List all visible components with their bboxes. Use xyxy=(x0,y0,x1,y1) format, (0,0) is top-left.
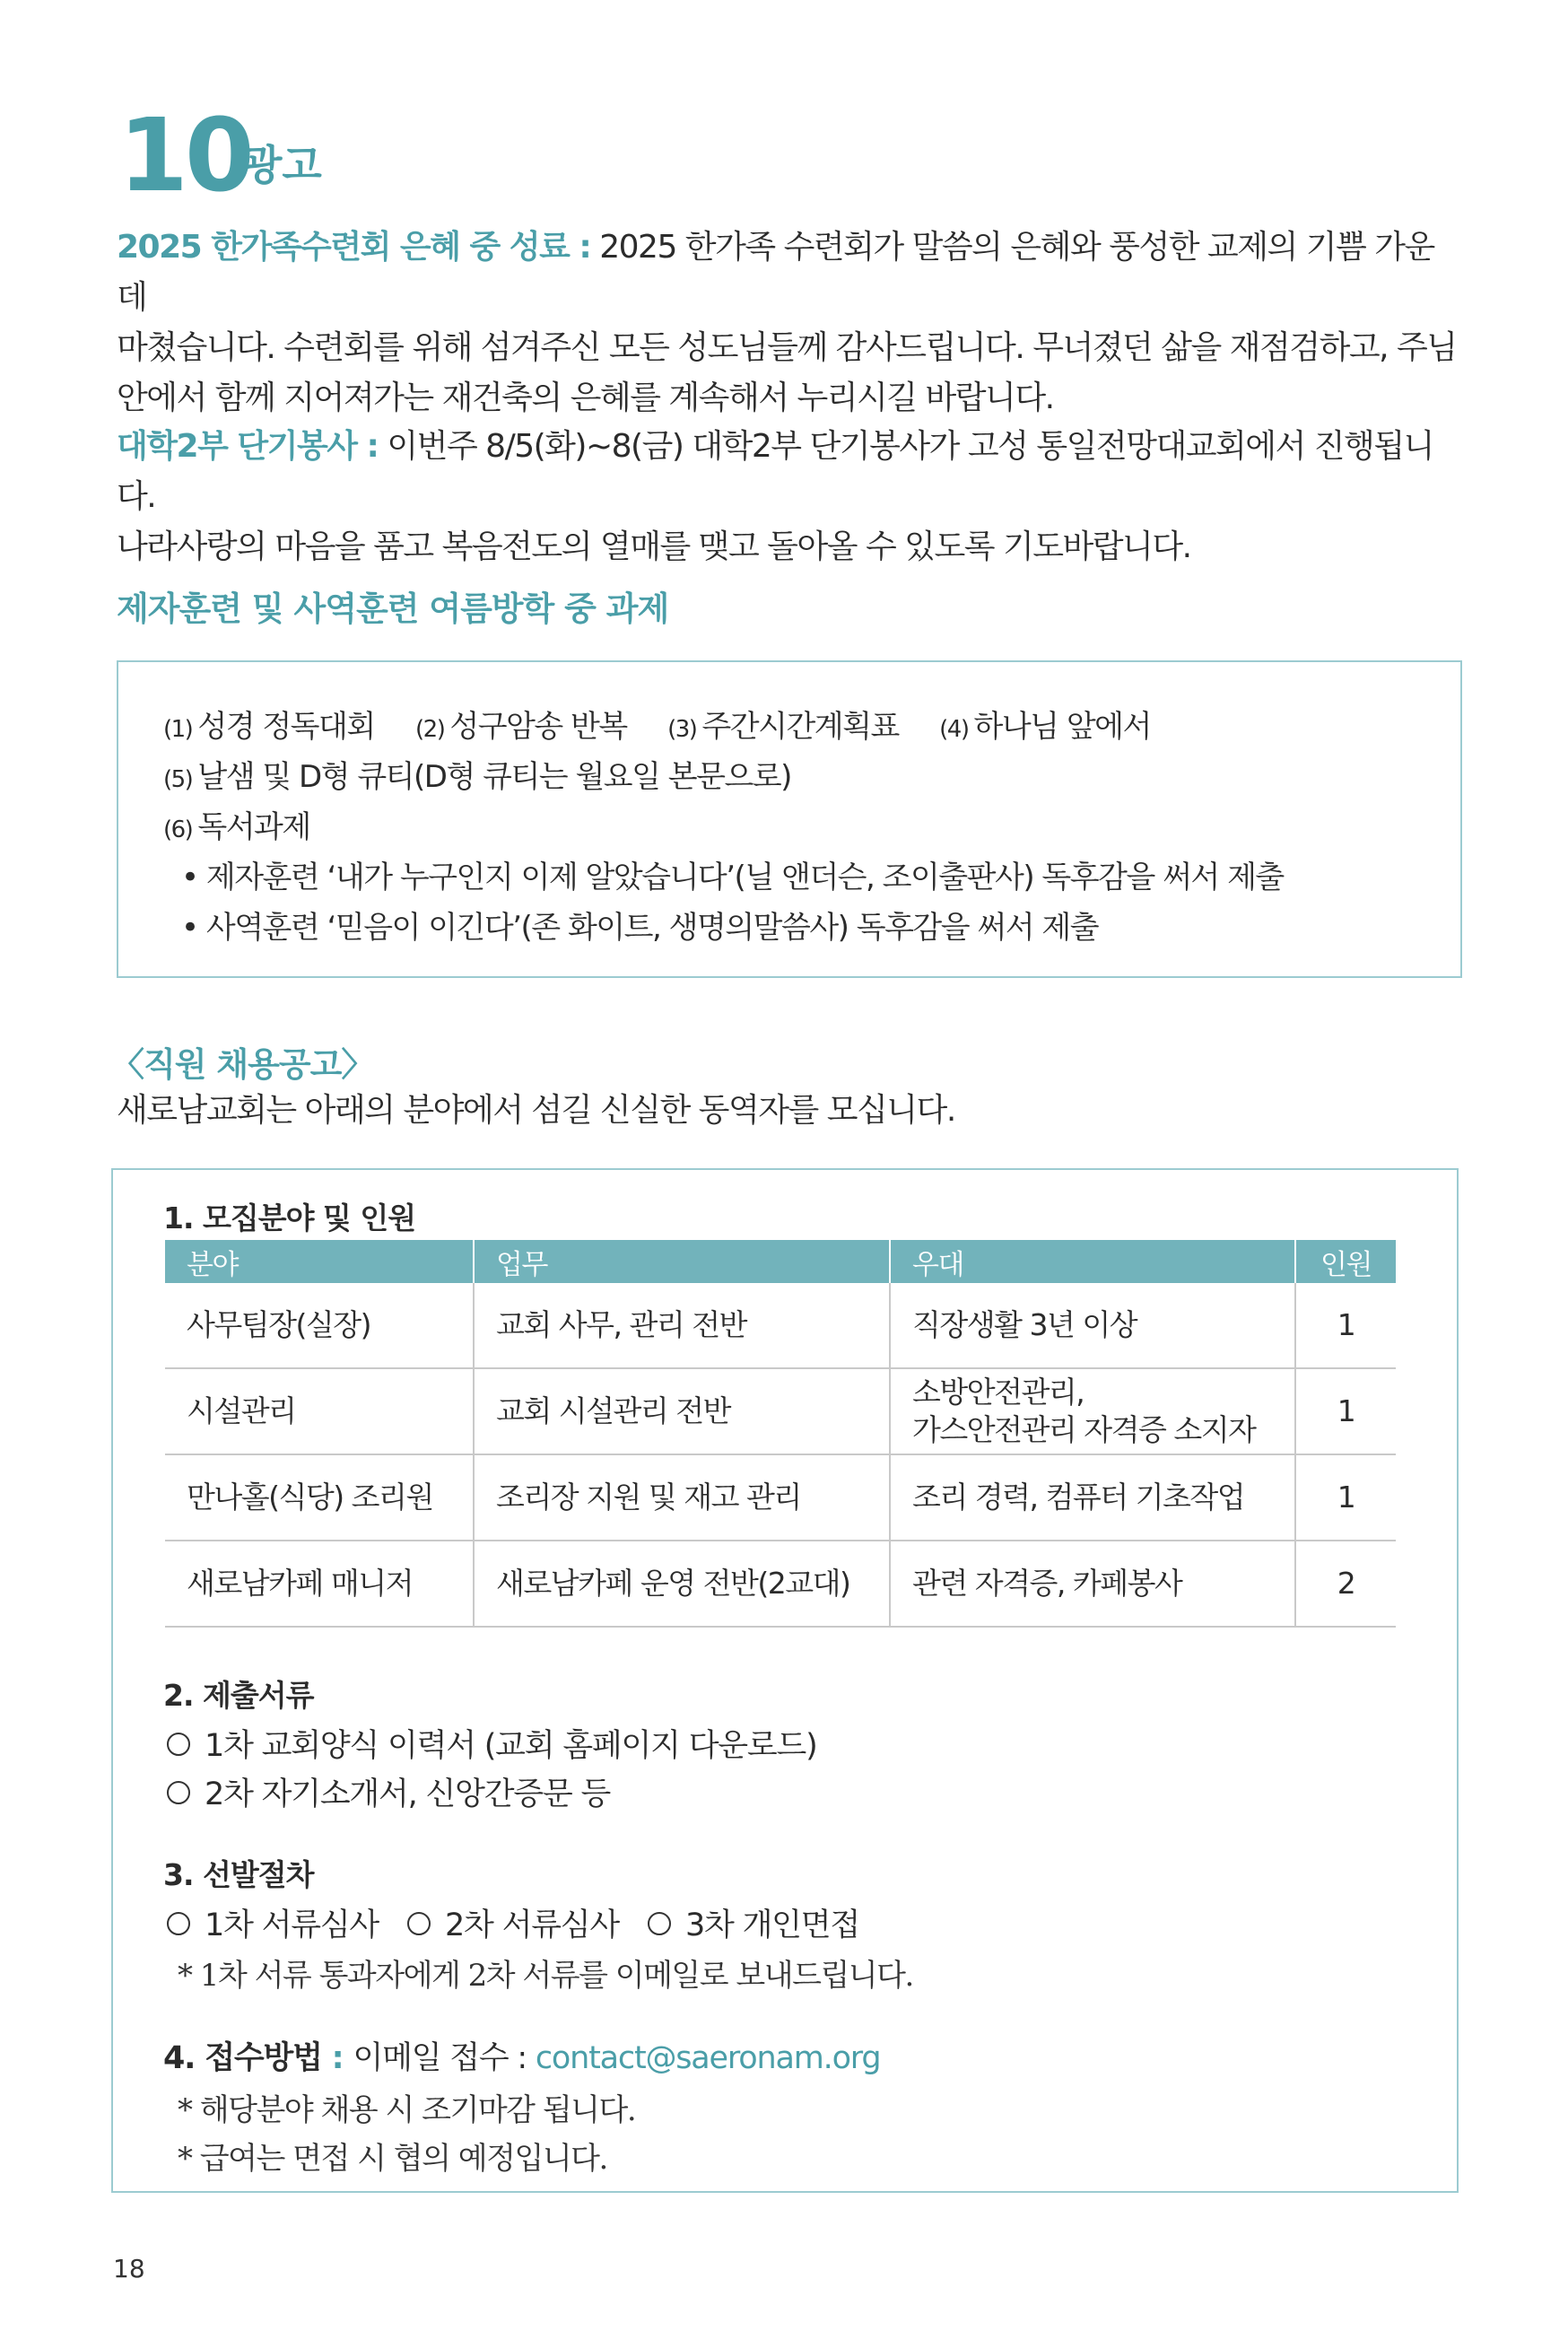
apply-row xyxy=(163,2033,880,2078)
steps-row xyxy=(167,1900,859,1945)
recruit-intro: 새로남교회는 아래의 분야에서 섬길 신실한 동역자를 모십니다. xyxy=(117,1092,955,1129)
table-cell: 교회 사무, 관리 전반 xyxy=(474,1283,890,1368)
table-cell: 관련 자격증, 카페봉사 xyxy=(890,1541,1295,1627)
table-cell: 시설관리 xyxy=(165,1368,474,1454)
notice-retreat xyxy=(117,223,1462,423)
notice-volunteer-line2: 나라사랑의 마음을 품고 복음전도의 열매를 맺고 돌아올 수 있도록 기도바랍니다. xyxy=(117,528,1191,565)
training-row-3 xyxy=(163,802,310,846)
table-cell xyxy=(890,1368,1295,1454)
item-num: (4) xyxy=(939,716,969,743)
notice-retreat-lead: 2025 한가족수련회 은혜 중 성료 : xyxy=(117,229,591,266)
table-cell: 만나홀(식당) 조리원 xyxy=(165,1454,474,1541)
section-number: 10 xyxy=(118,98,251,214)
table-cell: 조리 경력, 컴퓨터 기초작업 xyxy=(890,1454,1295,1541)
table-cell: 새로남카페 운영 전반(2교대) xyxy=(474,1541,890,1627)
circle-bullet-icon xyxy=(648,1912,671,1935)
table-cell: 사무팀장(실장) xyxy=(165,1283,474,1368)
training-item: 성구암송 반복 xyxy=(449,709,627,745)
table-cell-line: 가스안전관리 자격증 소지자 xyxy=(912,1412,1256,1447)
step-text: 3차 개인면접 xyxy=(684,1908,860,1943)
apply-label: 4. 접수방법 xyxy=(163,2040,322,2076)
section-title: 광고 xyxy=(242,141,322,189)
recruit-sec1-title: 1. 모집분야 및 인원 xyxy=(163,1200,416,1235)
table-row xyxy=(165,1283,1396,1368)
table-row xyxy=(165,1454,1396,1541)
apply-note: * 급여는 면접 시 협의 예정입니다. xyxy=(178,2141,607,2177)
training-item: 성경 정독대회 xyxy=(197,709,375,745)
step-text: 2차 서류심사 xyxy=(444,1908,620,1943)
table-cell: 새로남카페 매니저 xyxy=(165,1541,474,1627)
notice-retreat-line1: 2025 한가족 수련회가 말씀의 은혜와 풍성한 교제의 기쁨 가운데 xyxy=(117,229,1434,316)
circle-bullet-icon xyxy=(407,1912,431,1935)
table-row xyxy=(165,1368,1396,1454)
training-item: 하나님 앞에서 xyxy=(973,709,1151,745)
item-num: (1) xyxy=(163,716,193,743)
doc-text: 1차 교회양식 이력서 (교회 홈페이지 다운로드) xyxy=(205,1728,817,1764)
training-row-2 xyxy=(163,752,791,796)
item-num: (2) xyxy=(415,716,445,743)
table-header: 분야 xyxy=(165,1240,474,1283)
steps-note: * 1차 서류 통과자에게 2차 서류를 이메일로 보내드립니다. xyxy=(178,1958,913,1994)
table-cell: 교회 시설관리 전반 xyxy=(474,1368,890,1454)
circle-bullet-icon xyxy=(167,1912,190,1935)
training-box xyxy=(117,660,1462,978)
notice-volunteer-lead: 대학2부 단기봉사 : xyxy=(117,428,379,465)
doc-text: 2차 자기소개서, 신앙간증문 등 xyxy=(205,1777,611,1812)
item-num: (3) xyxy=(667,716,697,743)
item-num: (5) xyxy=(163,766,193,793)
doc-item xyxy=(167,1769,610,1814)
table-cell-line: 소방안전관리, xyxy=(912,1375,1085,1410)
apply-colon: : xyxy=(321,2040,353,2076)
page-number: 18 xyxy=(113,2254,145,2283)
training-bullet: • 제자훈련 ‘내가 누구인지 이제 알았습니다’(닐 앤더슨, 조이출판사) 독후감을 써서 제출 xyxy=(181,860,1284,895)
circle-bullet-icon xyxy=(167,1781,190,1804)
training-item: 날샘 및 D형 큐티(D형 큐티는 월요일 본문으로) xyxy=(197,759,791,795)
circle-bullet-icon xyxy=(167,1733,190,1756)
training-item: 주간시간계획표 xyxy=(701,709,899,745)
recruit-sec2-title: 2. 제출서류 xyxy=(163,1678,314,1713)
recruit-sec3-title: 3. 선발절차 xyxy=(163,1857,314,1892)
table-header: 업무 xyxy=(474,1240,890,1283)
recruit-title: 〈직원 채용공고〉 xyxy=(111,1045,374,1084)
training-bullet: • 사역훈련 ‘믿음이 이긴다’(존 화이트, 생명의말씀사) 독후감을 써서 제출 xyxy=(181,910,1099,946)
training-row-1 xyxy=(163,702,1151,746)
doc-item xyxy=(167,1721,817,1766)
notice-retreat-line3: 안에서 함께 지어져가는 재건축의 은혜를 계속해서 누리시길 바랍니다. xyxy=(117,380,1054,416)
table-cell: 직장생활 3년 이상 xyxy=(890,1283,1295,1368)
table-header: 우대 xyxy=(890,1240,1295,1283)
notice-volunteer-line1: 이번주 8/5(화)~8(금) 대학2부 단기봉사가 고성 통일전망대교회에서 진행됩니다. xyxy=(117,428,1433,515)
apply-note: * 해당분야 채용 시 조기마감 됩니다. xyxy=(178,2092,636,2128)
table-cell: 조리장 지원 및 재고 관리 xyxy=(474,1454,890,1541)
table-cell: 1 xyxy=(1295,1454,1396,1541)
apply-text: 이메일 접수 : xyxy=(353,2040,536,2076)
table-header: 인원 xyxy=(1295,1240,1396,1283)
table-row xyxy=(165,1541,1396,1627)
email-link[interactable]: contact@saeronam.org xyxy=(535,2040,881,2076)
item-num: (6) xyxy=(163,816,193,843)
notice-volunteer xyxy=(117,422,1462,572)
training-item: 독서과제 xyxy=(197,809,310,845)
table-cell: 2 xyxy=(1295,1541,1396,1627)
recruit-table xyxy=(165,1240,1396,1628)
table-header-row xyxy=(165,1240,1396,1283)
recruit-box xyxy=(111,1168,1459,2193)
step-text: 1차 서류심사 xyxy=(205,1908,379,1943)
table-cell: 1 xyxy=(1295,1283,1396,1368)
table-cell: 1 xyxy=(1295,1368,1396,1454)
training-title: 제자훈련 및 사역훈련 여름방학 중 과제 xyxy=(117,589,669,628)
notice-retreat-line2: 마쳤습니다. 수련회를 위해 섬겨주신 모든 성도님들께 감사드립니다. 무너졌던 삶을 재점검하고, 주님 xyxy=(117,329,1457,366)
